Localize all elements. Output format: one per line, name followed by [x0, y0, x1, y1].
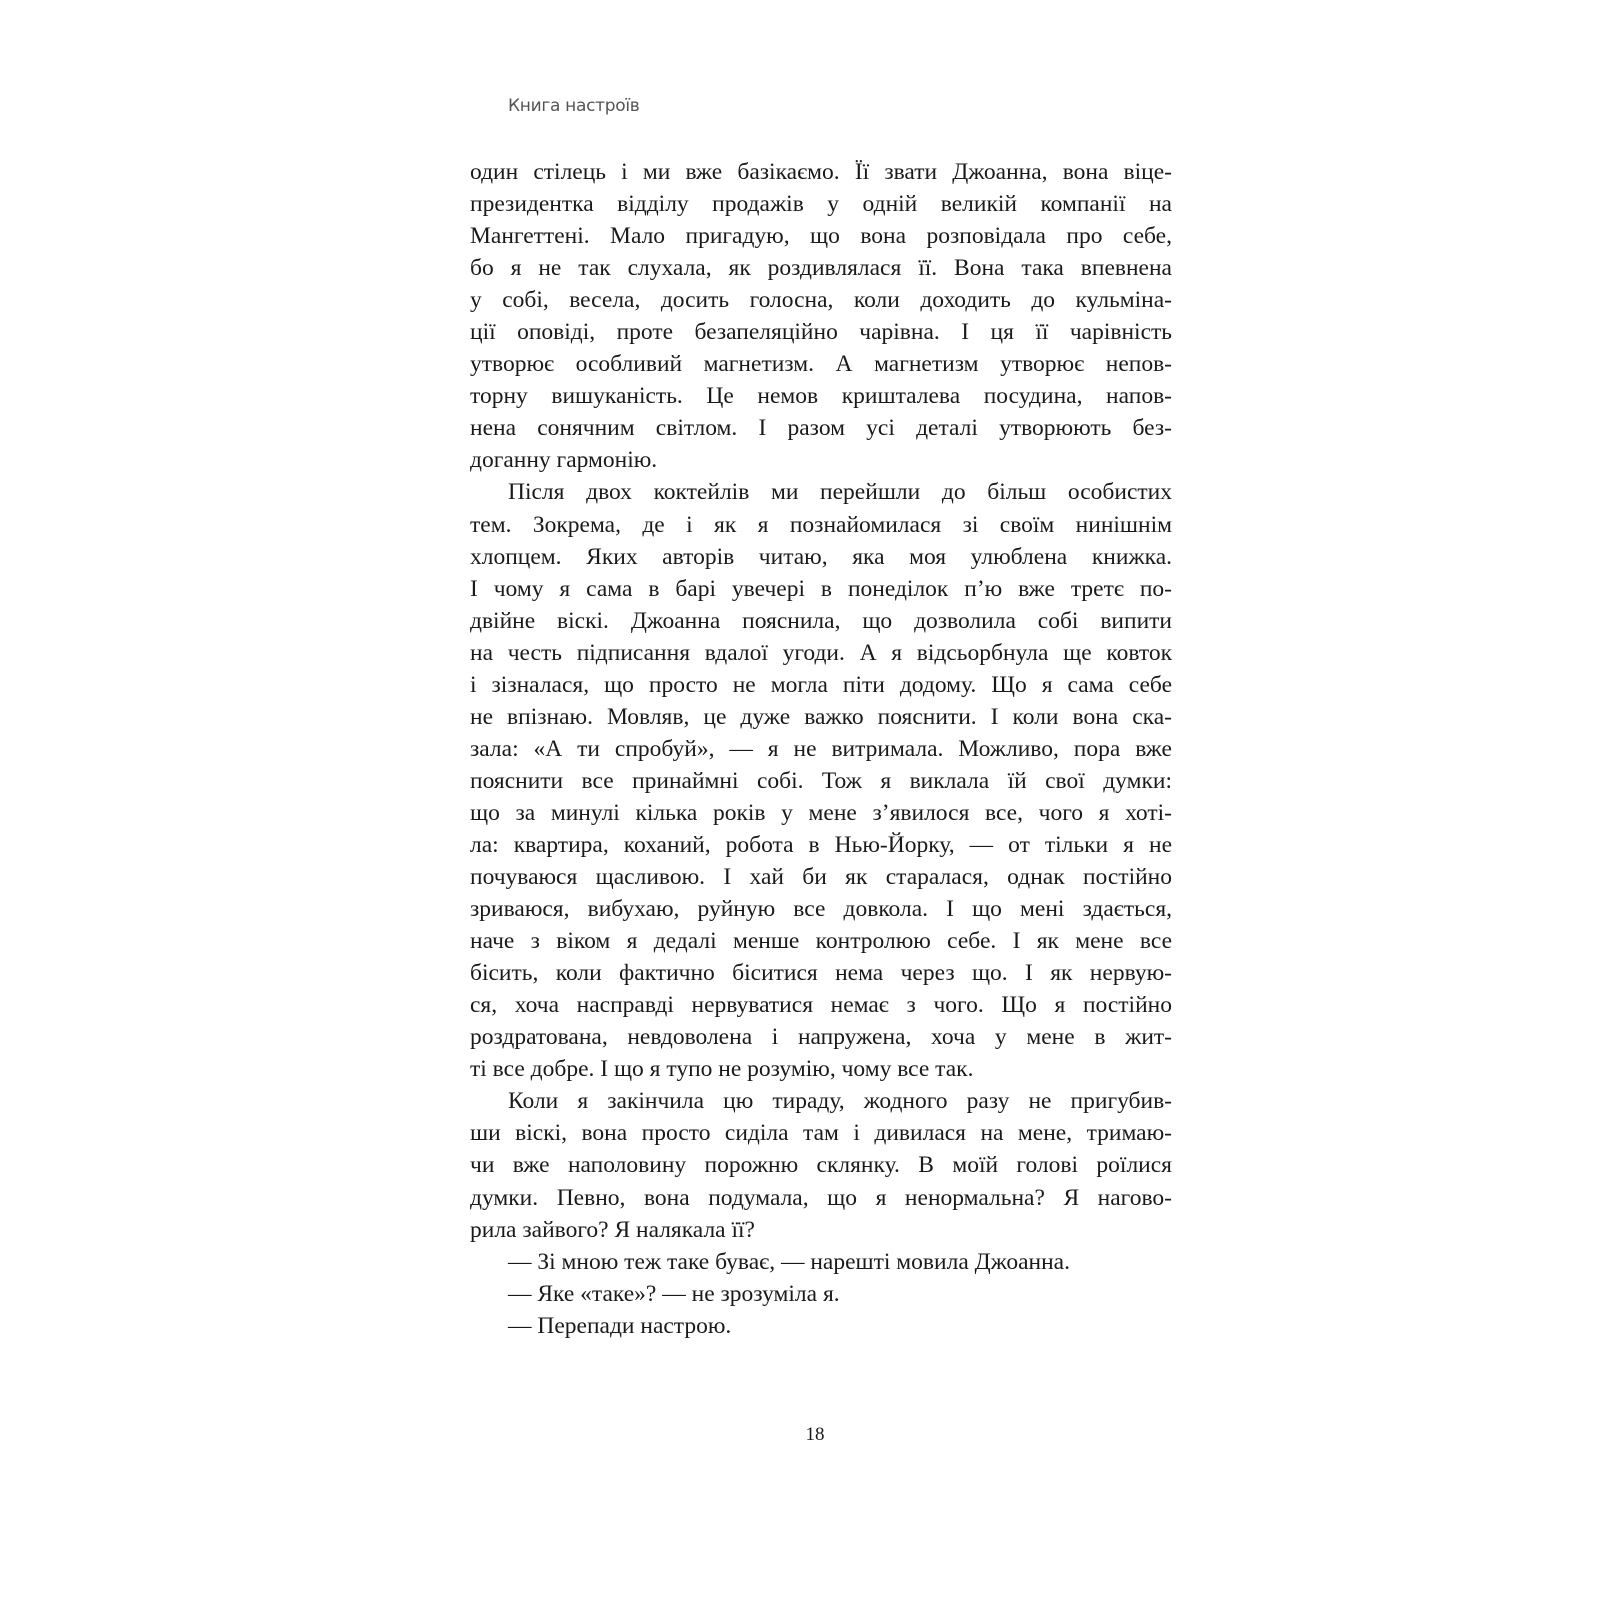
- text-line: Після двох коктейлів ми перейшли до більш особистих: [508, 479, 1172, 506]
- text-line: на честь підписання вдалої угоди. А я відсьорбнула ще ковток: [470, 639, 1172, 666]
- text-line: бо я не так слухала, як роздивлялася її. Вона така впевнена: [470, 255, 1172, 282]
- text-line: чи вже наполовину порожню склянку. В моїй голові роїлися: [470, 1152, 1172, 1179]
- text-line: рила зайвого? Я налякала її?: [470, 1216, 755, 1243]
- text-line: не впізнаю. Мовляв, це дуже важко пояснити. І коли вона ска-: [470, 703, 1172, 730]
- text-line: Коли я закінчила цю тираду, жодного разу не пригубив-: [508, 1088, 1172, 1115]
- text-line: хлопцем. Яких авторів читаю, яка моя улюблена книжка.: [470, 543, 1172, 570]
- text-line: що за минулі кілька років у мене з’явилося все, чого я хоті-: [470, 799, 1172, 826]
- text-line: ті все добре. І що я тупо не розумію, чому все так.: [470, 1056, 974, 1083]
- text-line: ши віскі, вона просто сиділа там і дивилася на мене, тримаю-: [470, 1120, 1172, 1147]
- text-line: І чому я сама в барі увечері в понеділок п’ю вже третє по-: [470, 575, 1172, 602]
- text-line: роздратована, невдоволена і напружена, хоча у мене в жит-: [470, 1024, 1172, 1051]
- text-line: утворює особливий магнетизм. А магнетизм утворює непов-: [470, 351, 1172, 378]
- text-line: доганну гармонію.: [470, 447, 658, 474]
- text-line: і зізналася, що просто не могла піти додому. Що я сама себе: [470, 671, 1172, 698]
- text-line: зала: «А ти спробуй», — я не витримала. Можливо, пора вже: [470, 735, 1172, 762]
- text-line: двійне віскі. Джоанна пояснила, що дозволила собі випити: [470, 607, 1172, 634]
- text-line: — Яке «таке»? — не зрозуміла я.: [508, 1280, 840, 1307]
- text-line: зриваюся, вибухаю, руйную все довкола. І що мені здається,: [470, 896, 1172, 923]
- text-line: ції оповіді, проте безапеляційно чарівна. І ця її чарівність: [470, 319, 1172, 346]
- text-line: у собі, весела, досить голосна, коли доходить до кульміна-: [470, 287, 1172, 314]
- text-line: президентка відділу продажів у одній великій компанії на: [470, 191, 1172, 218]
- text-line: наче з віком я дедалі менше контролюю себе. І як мене все: [470, 928, 1172, 955]
- text-line: пояснити все принаймні собі. Тож я виклала їй свої думки:: [470, 767, 1172, 794]
- text-line: — Зі мною теж таке буває, — нарешті мовила Джоанна.: [508, 1248, 1070, 1275]
- text-line: — Перепади настрою.: [508, 1312, 732, 1339]
- text-line: торну вишуканість. Це немов кришталева посудина, напов-: [470, 383, 1172, 410]
- text-line: бісить, коли фактично біситися нема через що. І як нервую-: [470, 960, 1172, 987]
- text-line: ла: квартира, коханий, робота в Нью-Йорку, — от тільки я не: [470, 831, 1172, 858]
- text-line: ся, хоча насправді нервуватися немає з чого. Що я постійно: [470, 992, 1172, 1019]
- text-line: тем. Зокрема, де і як я познайомилася зі своїм нинішнім: [470, 511, 1172, 538]
- body-text: [470, 156, 1172, 1342]
- text-line: почуваюся щасливою. І хай би як старалася, однак постійно: [470, 864, 1172, 891]
- text-line: думки. Певно, вона подумала, що я ненормальна? Я нагово-: [470, 1184, 1172, 1211]
- running-header: Книга настроїв: [508, 96, 640, 116]
- text-line: Мангеттені. Мало пригадую, що вона розповідала про себе,: [470, 223, 1172, 250]
- text-line: один стілець і ми вже базікаємо. Її звати Джоанна, вона віце-: [470, 159, 1172, 185]
- page-number: 18: [805, 1424, 825, 1445]
- text-line: нена сонячним світлом. І разом усі деталі утворюють без-: [470, 415, 1172, 442]
